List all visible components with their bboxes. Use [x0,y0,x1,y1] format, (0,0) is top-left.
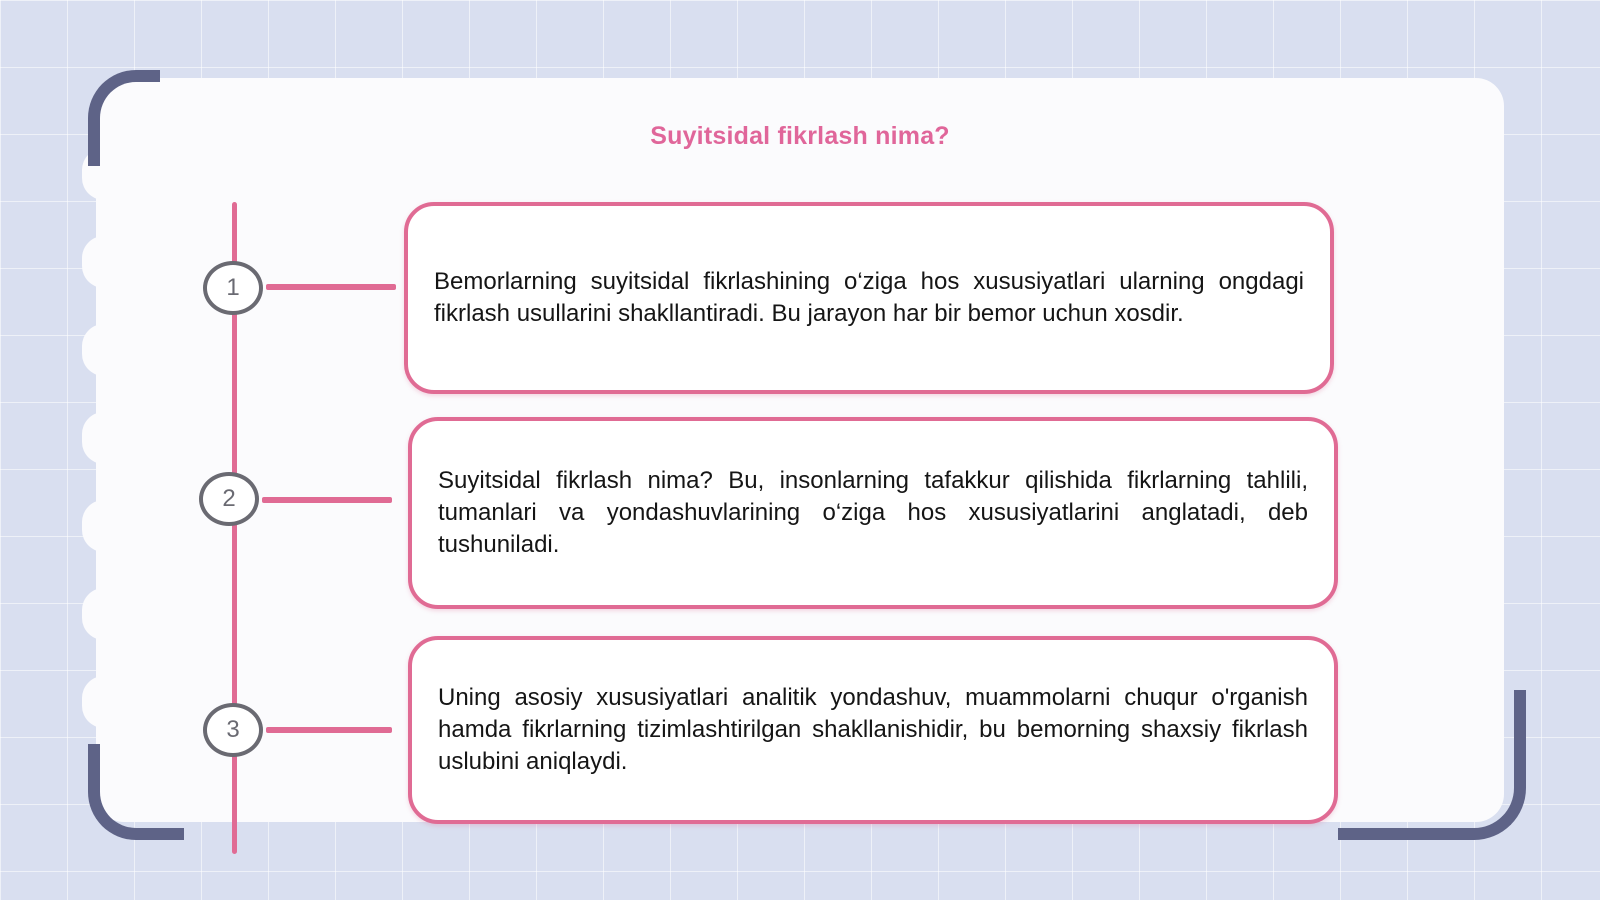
step-card [408,636,1338,824]
sheet-scallop [82,588,126,640]
sheet-scallop [82,412,126,464]
sheet-scallop [82,500,126,552]
step-number-badge: 2 [199,472,259,526]
step-card [404,202,1334,394]
step-card-text: Uning asosiy xususiyatlari analitik yondashuv, muammolarni chuqur o'rganish hamda fikrlarning tizimlashtirilgan shakllanishidir, bu bemorning shaxsiy fikrlash uslubini aniqlaydi. [438,684,1308,775]
sheet-scallop [82,676,126,728]
slide-title: Suyitsidal fikrlash nima? [650,122,950,150]
step-connector [266,284,396,290]
sheet-scallop [82,236,126,288]
step-card-text: Bemorlarning suyitsidal fikrlashining o‘ziga hos xususiyatlari ularning ongdagi fikrlash usullarini shakllantiradi. Bu jarayon har bir bemor uchun xosdir. [434,268,1304,327]
step-card-text: Suyitsidal fikrlash nima? Bu, insonlarning tafakkur qilishida fikrlarning tahlili, tumanlari va yondashuvlarining o‘ziga hos xususiyatlarini anglatadi, deb tushuniladi. [438,467,1308,558]
sheet-scallop [82,324,126,376]
step-card [408,417,1338,609]
step-number-badge: 3 [203,703,263,757]
step-number-badge: 1 [203,261,263,315]
step-connector [266,727,392,733]
corner-bracket-bottom-right [1338,690,1526,840]
corner-bracket-bottom-left [88,744,184,840]
step-connector [262,497,392,503]
corner-bracket-top-left [88,70,160,166]
